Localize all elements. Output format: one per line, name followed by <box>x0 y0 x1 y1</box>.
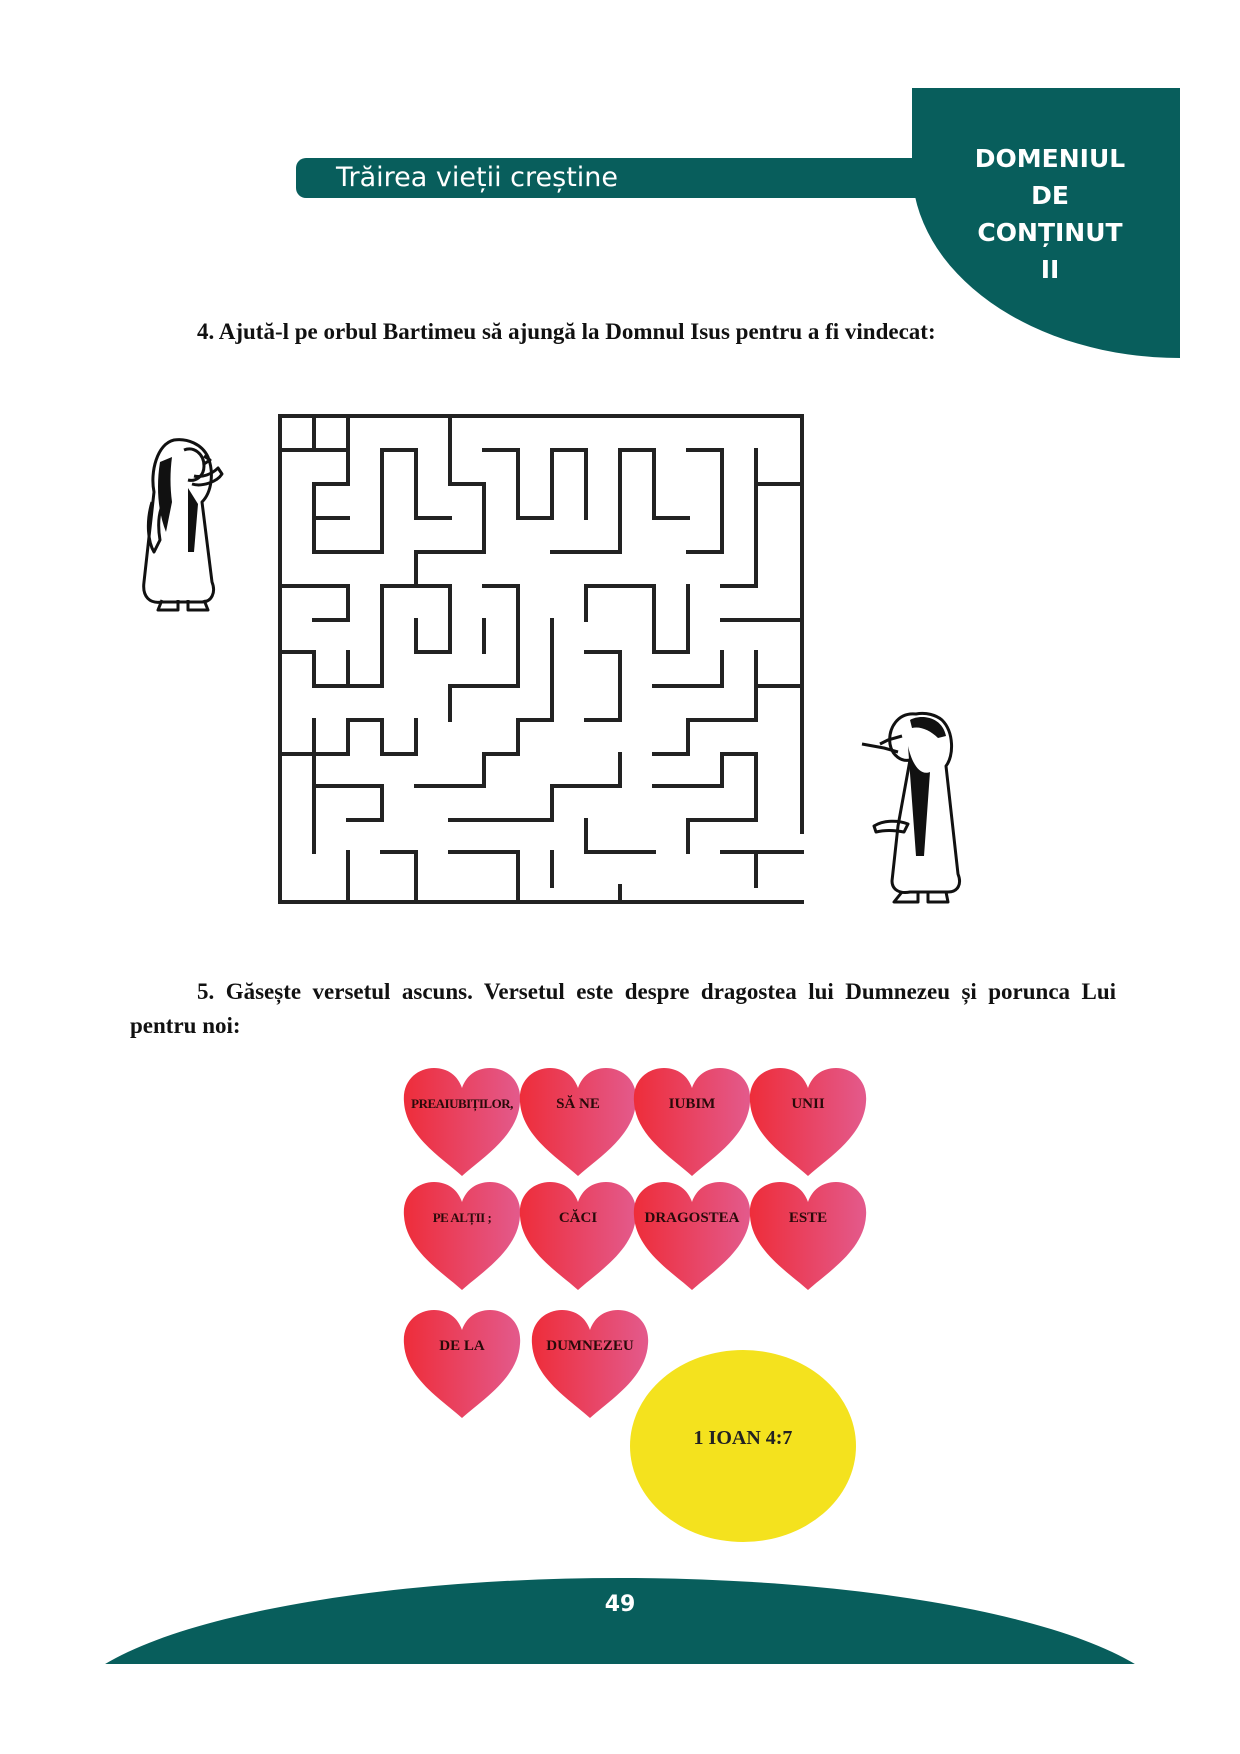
heart-word-label: PREAIUBIȚILOR, <box>411 1096 513 1111</box>
heart-shape <box>402 1180 522 1292</box>
heart-word-label: DE LA <box>439 1338 485 1354</box>
heart-shape <box>518 1180 638 1292</box>
domain-label <box>940 140 1160 288</box>
bartimeu-figure <box>132 432 242 622</box>
domain-label-line: DOMENIUL <box>974 144 1126 173</box>
heart-word <box>518 1066 638 1178</box>
heart-word <box>402 1308 522 1420</box>
heart-shape <box>518 1066 638 1178</box>
heart-word-label: UNII <box>791 1096 825 1112</box>
heart-shape <box>748 1066 868 1178</box>
exercise-4-instruction: 4. Ajută-l pe orbul Bartimeu să ajungă la Domnul Isus pentru a fi vindecat: <box>197 319 936 344</box>
heart-word <box>632 1066 752 1178</box>
domain-label-line: DE <box>1031 181 1069 210</box>
heart-word-label: IUBIM <box>668 1096 716 1112</box>
heart-word-label: PE ALȚII ; <box>432 1210 492 1225</box>
exercise-5-text: 5. Găsește versetul ascuns. Versetul este despre dragostea lui Dumnezeu și porunca Lui pentru noi: <box>130 979 1116 1038</box>
heart-word-label: DRAGOSTEA <box>644 1210 740 1226</box>
heart-word <box>530 1308 650 1420</box>
heart-shape <box>632 1066 752 1178</box>
heart-word-label: CĂCI <box>558 1210 598 1226</box>
heart-shape <box>402 1066 522 1178</box>
heart-word <box>518 1180 638 1292</box>
domain-label-line: II <box>1040 255 1060 284</box>
maze <box>276 412 806 906</box>
heart-shape <box>530 1308 650 1420</box>
verse-reference: 1 IOAN 4:7 <box>693 1427 793 1449</box>
heart-shape <box>748 1180 868 1292</box>
jesus-figure <box>858 706 968 906</box>
domain-label-line: CONȚINUT <box>977 218 1123 247</box>
exercise-5-instruction <box>130 975 1116 1043</box>
heart-shape <box>632 1180 752 1292</box>
heart-word <box>632 1180 752 1292</box>
page-number: 49 <box>604 1592 636 1617</box>
heart-word <box>402 1066 522 1178</box>
heart-word <box>402 1180 522 1292</box>
heart-word-label: ESTE <box>788 1210 828 1226</box>
heart-word-label: SĂ NE <box>556 1096 600 1112</box>
heart-word <box>748 1066 868 1178</box>
chapter-title: Trăirea vieții creștine <box>336 162 619 193</box>
heart-word <box>748 1180 868 1292</box>
heart-word-label: DUMNEZEU <box>546 1338 634 1354</box>
heart-shape <box>402 1308 522 1420</box>
page-bottom-margin <box>0 1664 1240 1754</box>
